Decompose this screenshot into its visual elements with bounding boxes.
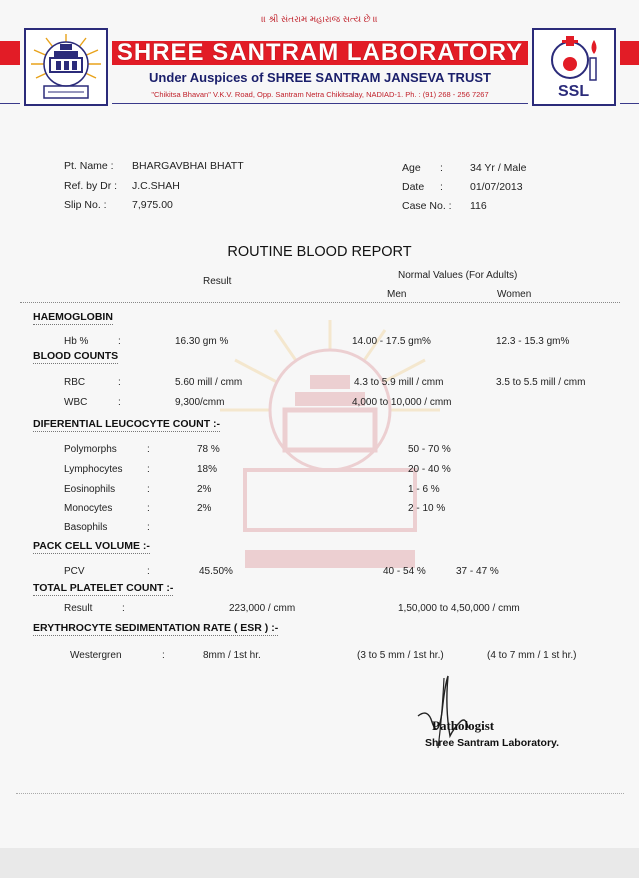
ref-doctor: J.C.SHAH [132,180,180,192]
wbc-label: WBC [64,397,88,408]
ssl-logo-text: SSL [558,83,590,100]
lab-name: SHREE SANTRAM LABORATORY [116,39,524,66]
eosin-colon: : [147,484,150,495]
platelet-result: 223,000 / cmm [229,603,296,614]
baso-label: Basophils [64,522,108,533]
lymph-colon: : [147,464,150,475]
hb-label: Hb % [64,336,89,347]
patient-name: BHARGAVBHAI BHATT [132,160,244,172]
esr-normal-women: (4 to 7 mm / 1 st hr.) [487,650,577,661]
section-haemoglobin: HAEMOGLOBIN [33,311,113,323]
hb-normal-women: 12.3 - 15.3 gm% [496,336,570,347]
wbc-colon: : [118,397,121,408]
pathologist-title: Pathologist [432,718,495,733]
ssl-logo [532,28,616,106]
men-header: Men [387,289,407,300]
date-colon: : [440,181,443,193]
section-esr: ERYTHROCYTE SEDIMENTATION RATE ( ESR ) :- [33,622,279,634]
rbc-normal-men: 4.3 to 5.9 mill / cmm [354,377,444,388]
date-value: 01/07/2013 [470,181,523,193]
date-label: Date [402,181,425,193]
slip-no: 7,975.00 [132,199,173,211]
section-blood-counts: BLOOD COUNTS [33,350,119,362]
rbc-label: RBC [64,377,86,388]
pcv-colon: : [147,566,150,577]
platelet-normal: 1,50,000 to 4,50,000 / cmm [398,603,520,614]
wbc-normal: 4,000 to 10,000 / cmm [352,397,452,408]
eosin-result: 2% [197,484,212,495]
header-rule [20,302,620,303]
mono-result: 2% [197,503,212,514]
platelet-colon: : [122,603,125,614]
baso-colon: : [147,522,150,533]
rbc-colon: : [118,377,121,388]
poly-result: 78 % [197,444,220,455]
address-line: "Chikitsa Bhavan" V.K.V. Road, Opp. Santram Netra Chikitsalay, NADIAD-1. Ph. : (91) 268 - 256 7267 [151,90,489,99]
eosin-label: Eosinophils [64,484,116,495]
age-value: 34 Yr / Male [470,162,527,174]
report-title: ROUTINE BLOOD REPORT [227,244,412,260]
case-no-label: Case No. : [402,200,452,212]
women-header: Women [497,289,532,300]
esr-label: Westergren [70,650,122,661]
wbc-result: 9,300/cmm [175,397,225,408]
case-no: 116 [470,200,487,212]
pcv-result: 45.50% [199,566,233,577]
rbc-result: 5.60 mill / cmm [175,377,243,388]
rbc-normal-women: 3.5 to 5.5 mill / cmm [496,377,586,388]
section-differential: DIFERENTIAL LEUCOCYTE COUNT :- [33,418,221,430]
pcv-normal-men: 40 - 54 % [383,566,426,577]
lymph-normal: 20 - 40 % [408,464,451,475]
mono-normal: 2 - 10 % [408,503,446,514]
esr-normal-men: (3 to 5 mm / 1st hr.) [357,650,444,661]
poly-normal: 50 - 70 % [408,444,451,455]
temple-logo [24,28,108,106]
lab-sign-name: Shree Santram Laboratory. [425,737,560,749]
ref-doctor-label: Ref. by Dr : [64,180,118,192]
esr-result: 8mm / 1st hr. [203,650,261,661]
poly-colon: : [147,444,150,455]
page-bottom-shade [0,848,639,878]
pcv-label: PCV [64,566,85,577]
age-label: Age [402,162,421,174]
hb-result: 16.30 gm % [175,336,229,347]
normal-values-header: Normal Values (For Adults) [398,270,518,281]
trust-line: Under Auspices of SHREE SANTRAM JANSEVA TRUST [149,70,491,85]
esr-colon: : [162,650,165,661]
temple-logo-icon [26,30,106,104]
lymph-result: 18% [197,464,218,475]
age-colon: : [440,162,443,174]
platelet-label: Result [64,603,93,614]
patient-name-label: Pt. Name : [64,160,114,172]
slip-no-label: Slip No. : [64,199,107,211]
hb-normal-men: 14.00 - 17.5 gm% [352,336,431,347]
result-header: Result [203,276,232,287]
pcv-normal-women: 37 - 47 % [456,566,499,577]
mono-colon: : [147,503,150,514]
eosin-normal: 1 - 6 % [408,484,440,495]
mono-label: Monocytes [64,503,113,514]
section-platelet: TOTAL PLATELET COUNT :- [33,582,174,594]
lymph-label: Lymphocytes [64,464,123,475]
section-pcv: PACK CELL VOLUME :- [33,540,150,552]
hb-colon: : [118,336,121,347]
poly-label: Polymorphs [64,444,117,455]
motto: ॥ શ્રી સંતરામ મહારાજ સત્ય છે ॥ [261,14,378,24]
footer-rule [16,793,624,794]
lab-flask-icon [534,30,614,104]
